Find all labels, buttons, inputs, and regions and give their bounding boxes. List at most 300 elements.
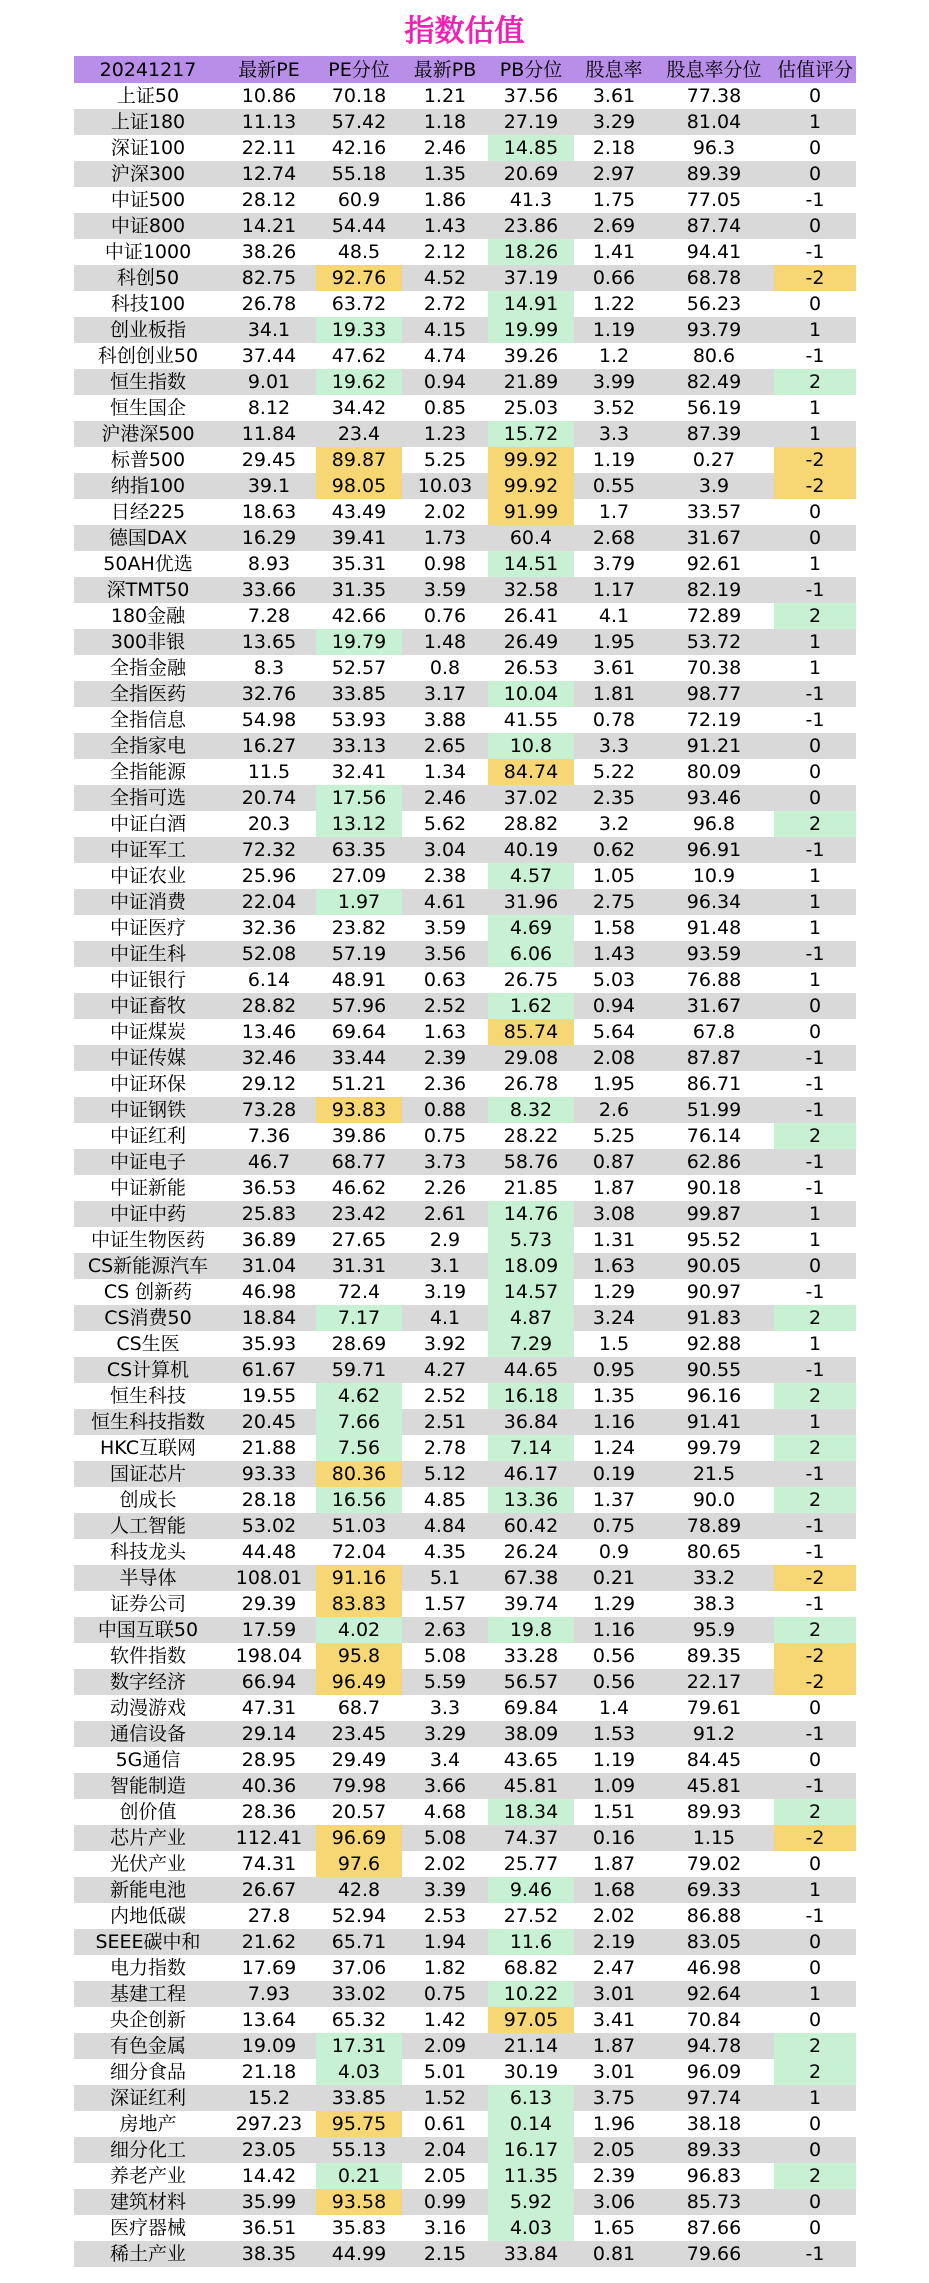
pb-value: 1.23 xyxy=(402,421,488,447)
valuation-score: -2 xyxy=(774,1825,856,1851)
valuation-score: 0 xyxy=(774,2189,856,2215)
pe-value: 17.69 xyxy=(241,1957,297,1979)
pb-percentile: 85.74 xyxy=(488,1019,574,1045)
valuation-score: 2 xyxy=(774,1123,856,1149)
valuation-score: 0 xyxy=(774,993,856,1019)
pb-percentile: 10.04 xyxy=(488,681,574,707)
pe-value: 7.93 xyxy=(222,1981,316,2007)
pe-value: 28.18 xyxy=(241,1489,297,1511)
dividend-percentile: 62.86 xyxy=(654,1149,774,1175)
pb-percentile: 21.14 xyxy=(488,2033,574,2059)
pb-percentile: 30.19 xyxy=(503,2061,559,2083)
pb-value: 5.08 xyxy=(423,1645,467,1667)
dividend-yield: 1.41 xyxy=(592,241,636,263)
header-pb: 最新PB xyxy=(402,56,488,83)
valuation-score: 1 xyxy=(774,1877,856,1903)
dividend-yield: 1.17 xyxy=(574,577,654,603)
pb-value: 3.29 xyxy=(402,1721,488,1747)
pb-percentile: 19.99 xyxy=(488,317,574,343)
pb-percentile: 26.24 xyxy=(503,1541,559,1563)
pe-percentile: 42.8 xyxy=(316,1877,402,1903)
pe-value: 8.93 xyxy=(247,553,291,575)
table-row xyxy=(74,1513,856,1539)
dividend-percentile: 56.19 xyxy=(686,397,742,419)
pe-value: 8.12 xyxy=(247,397,291,419)
pb-percentile: 43.65 xyxy=(503,1749,559,1771)
index-name: 中证银行 xyxy=(109,969,186,991)
pe-percentile: 28.69 xyxy=(331,1333,387,1355)
index-name: 细分食品 xyxy=(109,2061,186,2083)
pe-percentile: 92.76 xyxy=(316,265,402,291)
pb-value: 1.73 xyxy=(402,525,488,551)
table-row xyxy=(74,2085,856,2111)
pe-value: 38.26 xyxy=(241,241,297,263)
dividend-yield: 2.39 xyxy=(592,2165,636,2187)
pe-value: 6.14 xyxy=(247,969,291,991)
pe-percentile: 83.83 xyxy=(316,1591,402,1617)
valuation-score: 0 xyxy=(808,1853,822,1875)
pb-value: 4.68 xyxy=(423,1801,467,1823)
pb-percentile: 9.46 xyxy=(488,1877,574,1903)
table-row xyxy=(74,265,856,291)
pe-percentile: 23.4 xyxy=(316,421,402,447)
pb-percentile: 26.78 xyxy=(503,1073,559,1095)
valuation-score: 1 xyxy=(774,1201,856,1227)
pe-percentile: 37.06 xyxy=(331,1957,387,1979)
dividend-percentile: 92.61 xyxy=(686,553,742,575)
dividend-yield: 2.18 xyxy=(592,137,636,159)
pb-value: 2.26 xyxy=(423,1177,467,1199)
pb-percentile: 38.09 xyxy=(488,1721,574,1747)
pe-percentile: 17.56 xyxy=(316,785,402,811)
valuation-score: -1 xyxy=(805,1593,825,1615)
pb-percentile: 99.92 xyxy=(488,447,574,473)
dividend-yield: 2.35 xyxy=(574,785,654,811)
valuation-score: 0 xyxy=(774,1253,856,1279)
pb-percentile: 56.57 xyxy=(488,1669,574,1695)
dividend-yield: 1.87 xyxy=(592,1177,636,1199)
pe-value: 35.99 xyxy=(222,2189,316,2215)
pe-percentile: 96.49 xyxy=(316,1669,402,1695)
pe-percentile: 57.19 xyxy=(316,941,402,967)
pb-value: 4.52 xyxy=(402,265,488,291)
index-name: 中证生科 xyxy=(74,941,222,967)
dividend-yield: 1.65 xyxy=(592,2217,636,2239)
pb-percentile: 46.17 xyxy=(488,1461,574,1487)
valuation-score: 2 xyxy=(774,2059,856,2085)
pb-value: 4.15 xyxy=(402,317,488,343)
pe-percentile: 4.03 xyxy=(316,2059,402,2085)
valuation-score: 0 xyxy=(808,1021,822,1043)
table-row xyxy=(74,369,856,395)
dividend-percentile: 97.74 xyxy=(654,2085,774,2111)
dividend-yield: 1.87 xyxy=(574,2033,654,2059)
table-row xyxy=(74,1747,856,1773)
pb-value: 3.19 xyxy=(423,1281,467,1303)
pe-value: 32.46 xyxy=(222,1045,316,1071)
pe-percentile: 80.36 xyxy=(316,1461,402,1487)
pe-percentile: 89.87 xyxy=(316,447,402,473)
dividend-yield: 1.05 xyxy=(592,865,636,887)
dividend-percentile: 22.17 xyxy=(654,1669,774,1695)
dividend-percentile: 92.88 xyxy=(686,1333,742,1355)
valuation-score: -1 xyxy=(805,709,825,731)
table-row xyxy=(74,655,856,681)
table-header-row xyxy=(74,56,856,83)
table-row xyxy=(74,1071,856,1097)
dividend-yield: 1.58 xyxy=(592,917,636,939)
table-row xyxy=(74,83,856,109)
valuation-score: 0 xyxy=(808,761,822,783)
valuation-score: -1 xyxy=(805,1281,825,1303)
pb-percentile: 5.92 xyxy=(488,2189,574,2215)
dividend-percentile: 89.33 xyxy=(654,2137,774,2163)
table-row xyxy=(74,1669,856,1695)
pe-percentile: 47.62 xyxy=(331,345,387,367)
table-row xyxy=(74,1383,856,1409)
pe-value: 16.27 xyxy=(222,733,316,759)
valuation-score: -1 xyxy=(805,1905,825,1927)
dividend-yield: 1.95 xyxy=(592,1073,636,1095)
dividend-percentile: 78.89 xyxy=(654,1513,774,1539)
dividend-percentile: 96.83 xyxy=(686,2165,742,2187)
pb-value: 1.94 xyxy=(402,1929,488,1955)
dividend-yield: 3.61 xyxy=(592,85,636,107)
dividend-percentile: 89.93 xyxy=(686,1801,742,1823)
table-row xyxy=(74,811,856,837)
index-name: 中证新能 xyxy=(109,1177,186,1199)
valuation-score: -2 xyxy=(774,1669,856,1695)
pe-value: 25.96 xyxy=(241,865,297,887)
pe-value: 47.31 xyxy=(241,1697,297,1719)
valuation-score: 0 xyxy=(808,501,822,523)
pe-value: 36.53 xyxy=(241,1177,297,1199)
dividend-percentile: 0.27 xyxy=(692,449,736,471)
pe-value: 29.14 xyxy=(222,1721,316,1747)
dividend-percentile: 38.3 xyxy=(692,1593,736,1615)
dividend-yield: 1.16 xyxy=(574,1617,654,1643)
pb-percentile: 10.8 xyxy=(488,733,574,759)
index-name: 智能制造 xyxy=(74,1773,222,1799)
dividend-yield: 0.75 xyxy=(574,1513,654,1539)
valuation-score: -1 xyxy=(774,577,856,603)
pb-percentile: 13.36 xyxy=(488,1487,574,1513)
dividend-percentile: 93.46 xyxy=(654,785,774,811)
dividend-percentile: 93.79 xyxy=(654,317,774,343)
dividend-yield: 1.95 xyxy=(574,629,654,655)
index-name: 房地产 xyxy=(119,2113,177,2135)
pb-percentile: 67.38 xyxy=(488,1565,574,1591)
dividend-percentile: 87.39 xyxy=(654,421,774,447)
valuation-score: -1 xyxy=(805,189,825,211)
dividend-yield: 0.21 xyxy=(574,1565,654,1591)
valuation-score: 0 xyxy=(808,1749,822,1771)
dividend-yield: 3.06 xyxy=(574,2189,654,2215)
dividend-percentile: 72.89 xyxy=(686,605,742,627)
pe-percentile: 27.65 xyxy=(331,1229,387,1251)
dividend-percentile: 89.39 xyxy=(654,161,774,187)
pb-value: 2.63 xyxy=(402,1617,488,1643)
pe-value: 35.93 xyxy=(241,1333,297,1355)
index-name: 深证红利 xyxy=(74,2085,222,2111)
valuation-score: 0 xyxy=(774,161,856,187)
pb-value: 4.85 xyxy=(423,1489,467,1511)
index-name: 恒生国企 xyxy=(109,397,186,419)
pe-value: 28.95 xyxy=(241,1749,297,1771)
dividend-percentile: 94.41 xyxy=(686,241,742,263)
pb-percentile: 10.22 xyxy=(488,1981,574,2007)
index-name: 中证军工 xyxy=(74,837,222,863)
pb-value: 5.59 xyxy=(402,1669,488,1695)
index-name: 全指可选 xyxy=(74,785,222,811)
pb-percentile: 31.96 xyxy=(488,889,574,915)
pe-percentile: 23.82 xyxy=(331,917,387,939)
table-row xyxy=(74,967,856,993)
dividend-percentile: 80.6 xyxy=(692,345,736,367)
pe-percentile: 33.44 xyxy=(316,1045,402,1071)
pe-percentile: 70.18 xyxy=(331,85,387,107)
pe-value: 61.67 xyxy=(222,1357,316,1383)
valuation-score: 1 xyxy=(808,397,822,419)
index-name: 中证消费 xyxy=(74,889,222,915)
pe-value: 27.8 xyxy=(247,1905,291,1927)
dividend-yield: 3.99 xyxy=(574,369,654,395)
index-name: 50AH优选 xyxy=(103,553,193,575)
table-row xyxy=(74,395,856,421)
dividend-percentile: 33.2 xyxy=(654,1565,774,1591)
pb-percentile: 23.86 xyxy=(488,213,574,239)
index-name: 纳指100 xyxy=(74,473,222,499)
valuation-score: 1 xyxy=(808,657,822,679)
valuation-score: -2 xyxy=(774,447,856,473)
valuation-score: -1 xyxy=(805,345,825,367)
valuation-table xyxy=(74,56,856,2267)
pb-value: 2.15 xyxy=(402,2241,488,2267)
dividend-percentile: 69.33 xyxy=(654,1877,774,1903)
pb-percentile: 4.87 xyxy=(488,1305,574,1331)
valuation-score: 2 xyxy=(774,1799,856,1825)
pe-percentile: 55.13 xyxy=(316,2137,402,2163)
dividend-yield: 1.35 xyxy=(592,1385,636,1407)
dividend-yield: 2.6 xyxy=(574,1097,654,1123)
valuation-score: 0 xyxy=(774,525,856,551)
pe-value: 15.2 xyxy=(222,2085,316,2111)
pe-percentile: 48.91 xyxy=(331,969,387,991)
table-row xyxy=(74,1305,856,1331)
index-name: 科技100 xyxy=(110,293,186,315)
pe-value: 21.62 xyxy=(222,1929,316,1955)
pe-percentile: 65.32 xyxy=(331,2009,387,2031)
pb-value: 2.46 xyxy=(423,137,467,159)
pe-percentile: 23.42 xyxy=(316,1201,402,1227)
pe-value: 11.5 xyxy=(247,761,291,783)
table-row xyxy=(74,2033,856,2059)
pb-value: 1.18 xyxy=(402,109,488,135)
pb-value: 0.88 xyxy=(402,1097,488,1123)
dividend-yield: 3.52 xyxy=(592,397,636,419)
index-name: 标普500 xyxy=(110,449,186,471)
valuation-score: -2 xyxy=(774,1565,856,1591)
index-name: 电力指数 xyxy=(109,1957,186,1979)
pe-percentile: 39.86 xyxy=(331,1125,387,1147)
table-row xyxy=(74,1851,856,1877)
pe-value: 72.32 xyxy=(222,837,316,863)
dividend-percentile: 86.88 xyxy=(686,1905,742,1927)
pe-percentile: 63.72 xyxy=(331,293,387,315)
dividend-percentile: 87.87 xyxy=(654,1045,774,1071)
pe-percentile: 16.56 xyxy=(316,1487,402,1513)
table-row xyxy=(74,2163,856,2189)
index-name: 有色金属 xyxy=(74,2033,222,2059)
valuation-score: 1 xyxy=(808,917,822,939)
dividend-yield: 2.02 xyxy=(592,1905,636,1927)
pb-percentile: 37.56 xyxy=(503,85,559,107)
dividend-yield: 1.4 xyxy=(598,1697,630,1719)
dividend-yield: 1.19 xyxy=(592,1749,636,1771)
valuation-score: 0 xyxy=(808,1697,822,1719)
pb-percentile: 26.53 xyxy=(503,657,559,679)
index-name: 全指金融 xyxy=(109,657,186,679)
dividend-percentile: 96.16 xyxy=(686,1385,742,1407)
dividend-yield: 1.81 xyxy=(574,681,654,707)
index-name: 中证畜牧 xyxy=(74,993,222,1019)
pe-percentile: 42.66 xyxy=(331,605,387,627)
pe-percentile: 46.62 xyxy=(331,1177,387,1199)
pe-value: 74.31 xyxy=(241,1853,297,1875)
index-name: 中证煤炭 xyxy=(109,1021,186,1043)
valuation-score: 1 xyxy=(808,865,822,887)
pe-value: 18.63 xyxy=(241,501,297,523)
dividend-percentile: 82.19 xyxy=(654,577,774,603)
dividend-percentile: 95.9 xyxy=(654,1617,774,1643)
valuation-score: -1 xyxy=(774,1721,856,1747)
table-row xyxy=(74,2059,856,2085)
dividend-yield: 1.75 xyxy=(592,189,636,211)
index-name: 稀土产业 xyxy=(74,2241,222,2267)
dividend-yield: 5.64 xyxy=(592,1021,636,1043)
table-row xyxy=(74,1461,856,1487)
pe-value: 40.36 xyxy=(222,1773,316,1799)
table-row xyxy=(74,1565,856,1591)
pb-value: 4.1 xyxy=(402,1305,488,1331)
pb-percentile: 4.57 xyxy=(488,863,574,889)
dividend-percentile: 45.81 xyxy=(654,1773,774,1799)
pb-percentile: 26.49 xyxy=(488,629,574,655)
pb-value: 2.51 xyxy=(402,1409,488,1435)
pe-percentile: 55.18 xyxy=(316,161,402,187)
dividend-yield: 3.75 xyxy=(574,2085,654,2111)
valuation-score: 0 xyxy=(808,2217,822,2239)
pe-value: 25.83 xyxy=(222,1201,316,1227)
pe-percentile: 0.21 xyxy=(316,2163,402,2189)
pe-value: 36.89 xyxy=(241,1229,297,1251)
table-row xyxy=(74,1097,856,1123)
table-row xyxy=(74,837,856,863)
dividend-yield: 3.61 xyxy=(592,657,636,679)
table-row xyxy=(74,1695,856,1721)
pb-percentile: 7.29 xyxy=(488,1331,574,1357)
table-row xyxy=(74,1019,856,1045)
pb-percentile: 18.34 xyxy=(488,1799,574,1825)
pb-value: 3.59 xyxy=(423,917,467,939)
valuation-score: -1 xyxy=(774,1149,856,1175)
pb-percentile: 37.19 xyxy=(488,265,574,291)
pb-value: 3.88 xyxy=(423,709,467,731)
dividend-yield: 3.01 xyxy=(574,1981,654,2007)
dividend-percentile: 99.79 xyxy=(686,1437,742,1459)
valuation-score: 2 xyxy=(774,2033,856,2059)
pb-percentile: 60.42 xyxy=(488,1513,574,1539)
pb-value: 0.76 xyxy=(423,605,467,627)
pb-value: 2.61 xyxy=(402,1201,488,1227)
valuation-score: 1 xyxy=(808,1229,822,1251)
pe-percentile: 63.35 xyxy=(316,837,402,863)
dividend-yield: 3.29 xyxy=(574,109,654,135)
pe-value: 52.08 xyxy=(222,941,316,967)
dividend-yield: 1.2 xyxy=(598,345,630,367)
pe-value: 93.33 xyxy=(222,1461,316,1487)
dividend-percentile: 82.49 xyxy=(654,369,774,395)
pb-percentile: 27.52 xyxy=(503,1905,559,1927)
index-name: 中证红利 xyxy=(109,1125,186,1147)
dividend-yield: 0.66 xyxy=(574,265,654,291)
dividend-yield: 1.29 xyxy=(592,1281,636,1303)
table-row xyxy=(74,135,856,161)
dividend-yield: 0.16 xyxy=(574,1825,654,1851)
dividend-percentile: 38.18 xyxy=(686,2113,742,2135)
pb-percentile: 27.19 xyxy=(488,109,574,135)
valuation-score: 0 xyxy=(774,733,856,759)
pb-percentile: 14.91 xyxy=(488,291,574,317)
pb-value: 5.01 xyxy=(423,2061,467,2083)
pb-value: 2.39 xyxy=(402,1045,488,1071)
dividend-yield: 0.56 xyxy=(592,1645,636,1667)
table-row xyxy=(74,2241,856,2267)
pb-percentile: 68.82 xyxy=(503,1957,559,1979)
pb-value: 3.1 xyxy=(402,1253,488,1279)
pb-percentile: 41.3 xyxy=(509,189,553,211)
pe-percentile: 13.12 xyxy=(316,811,402,837)
valuation-score: 2 xyxy=(774,369,856,395)
pb-value: 3.73 xyxy=(402,1149,488,1175)
valuation-score: -1 xyxy=(774,837,856,863)
dividend-percentile: 79.61 xyxy=(686,1697,742,1719)
pb-percentile: 21.85 xyxy=(503,1177,559,1199)
pb-value: 4.61 xyxy=(402,889,488,915)
pb-percentile: 60.4 xyxy=(488,525,574,551)
pe-value: 21.18 xyxy=(241,2061,297,2083)
dividend-percentile: 95.52 xyxy=(686,1229,742,1251)
dividend-percentile: 99.87 xyxy=(654,1201,774,1227)
table-row xyxy=(74,681,856,707)
table-row xyxy=(74,785,856,811)
pb-percentile: 39.74 xyxy=(503,1593,559,1615)
header-pb-percentile: PB分位 xyxy=(488,56,574,83)
index-name: 创业板指 xyxy=(74,317,222,343)
pb-percentile: 4.69 xyxy=(488,915,574,941)
valuation-score: -1 xyxy=(774,1045,856,1071)
pe-value: 13.64 xyxy=(241,2009,297,2031)
header-date: 20241217 xyxy=(74,56,222,83)
dividend-percentile: 68.78 xyxy=(654,265,774,291)
valuation-score: -1 xyxy=(805,1073,825,1095)
dividend-yield: 1.96 xyxy=(592,2113,636,2135)
index-name: 建筑材料 xyxy=(74,2189,222,2215)
pe-value: 9.01 xyxy=(222,369,316,395)
dividend-yield: 0.78 xyxy=(592,709,636,731)
dividend-percentile: 96.3 xyxy=(692,137,736,159)
pe-percentile: 72.4 xyxy=(337,1281,381,1303)
